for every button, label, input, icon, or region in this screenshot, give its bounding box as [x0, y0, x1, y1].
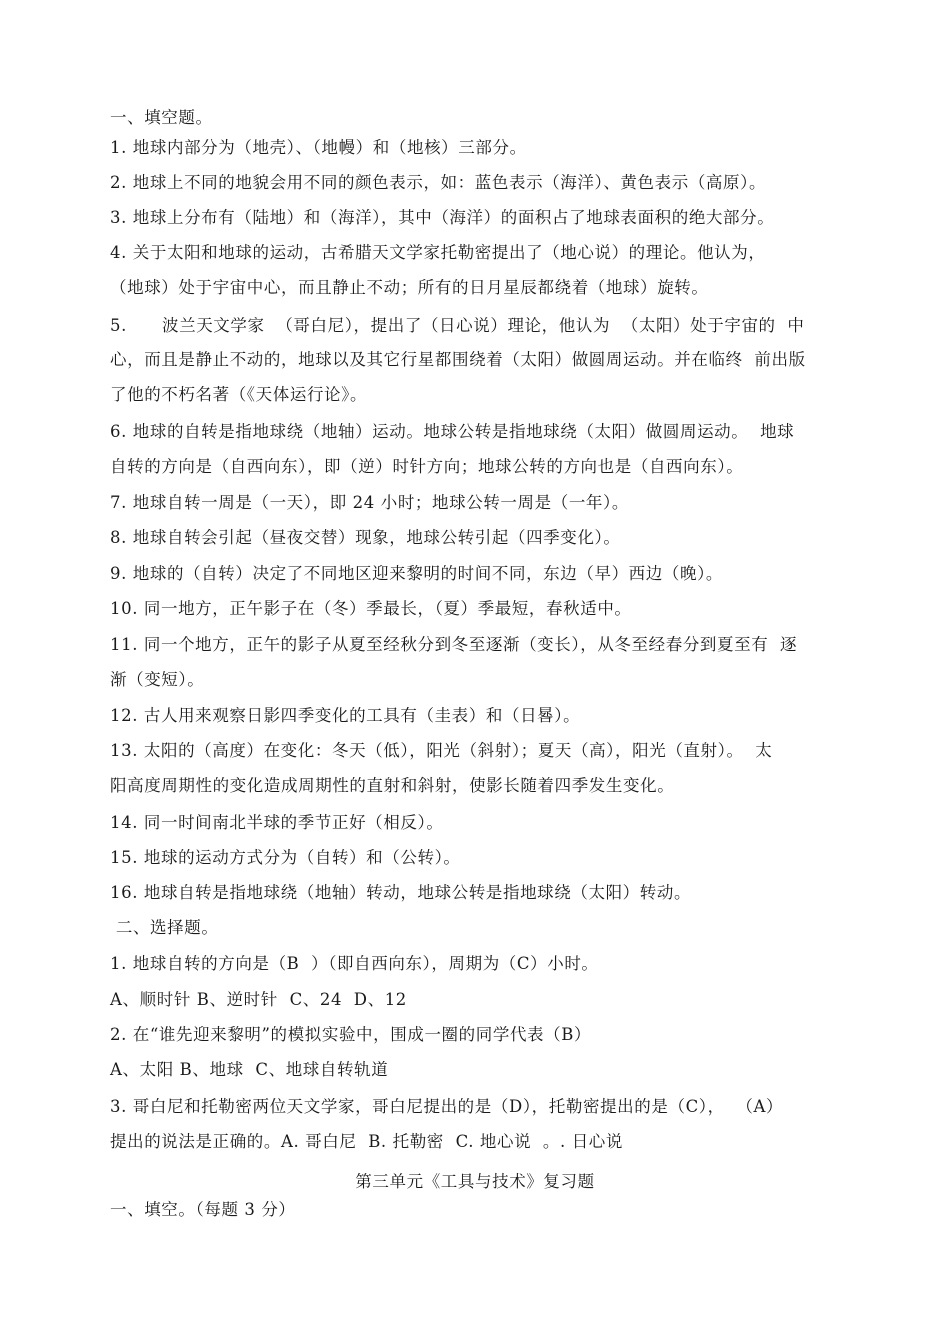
answer-options: A、太阳 B、地球 C、地球自转轨道: [110, 1060, 389, 1079]
question-line: 3. 地球上分布有（陆地）和（海洋），其中（海洋）的面积占了地球表面积的绝大部分。: [110, 208, 775, 227]
question-line: 2. 在“谁先迎来黎明”的模拟实验中，围成一圈的同学代表（B）: [110, 1025, 592, 1044]
question-line: 16. 地球自转是指地球绕（地轴）转动，地球公转是指地球绕（太阳）转动。: [110, 883, 692, 902]
question-line: 10. 同一地方，正午影子在（冬）季最长，（夏）季最短，春秋适中。: [110, 599, 632, 618]
question-line: 7. 地球自转一周是（一天），即 24 小时；地球公转一周是（一年）。: [110, 493, 629, 512]
question-line: 11. 同一个地方，正午的影子从夏至经秋分到冬至逐渐（变长），从冬至经春分到夏至有 逐: [110, 635, 798, 654]
question-line: 6. 地球的自转是指地球绕（地轴）运动。地球公转是指地球绕（太阳）做圆周运动。 地球: [110, 422, 795, 441]
answer-options: A、顺时针 B、逆时针 C、24 D、12: [110, 990, 407, 1009]
question-line: 阳高度周期性的变化造成周期性的直射和斜射，使影长随着四季发生变化。: [110, 776, 675, 795]
unit-title: 第三单元《工具与技术》复习题: [355, 1172, 595, 1191]
question-line: 5. 波兰天文学家 （哥白尼），提出了（日心说）理论，他认为 （太阳）处于宇宙的 中: [110, 316, 805, 335]
section-heading-multiple-choice: 二、选择题。: [110, 918, 219, 937]
question-line: 1. 地球自转的方向是（B ）（即自西向东），周期为（C）小时。: [110, 954, 599, 973]
question-line: 14. 同一时间南北半球的季节正好（相反）。: [110, 813, 444, 832]
question-line: （地球）处于宇宙中心，而且静止不动；所有的日月星辰都绕着（地球）旋转。: [110, 278, 709, 297]
question-line: 2. 地球上不同的地貌会用不同的颜色表示，如：蓝色表示（海洋）、黄色表示（高原）。: [110, 173, 767, 192]
question-line: 心，而且是静止不动的，地球以及其它行星都围绕着（太阳）做圆周运动。并在临终 前出版: [110, 350, 806, 369]
question-line: 了他的不朽名著（《天体运行论》。: [110, 385, 368, 404]
section-heading-fill-in-unit3: 一、填空。（每题 3 分）: [110, 1200, 296, 1219]
question-line: 12. 古人用来观察日影四季变化的工具有（圭表）和（日晷）。: [110, 706, 581, 725]
question-line: 1. 地球内部分为（地壳）、（地幔）和（地核）三部分。: [110, 138, 527, 157]
question-line: 自转的方向是（自西向东），即（逆）时针方向；地球公转的方向也是（自西向东）。: [110, 457, 744, 476]
question-line: 4. 关于太阳和地球的运动，古希腊天文学家托勒密提出了（地心说）的理论。他认为，: [110, 243, 766, 262]
question-line: 13. 太阳的（高度）在变化：冬天（低），阳光（斜射）；夏天（高），阳光（直射）。 太: [110, 741, 773, 760]
section-heading-fill-in: 一、填空题。: [110, 108, 213, 127]
question-line: 3. 哥白尼和托勒密两位天文学家，哥白尼提出的是（D），托勒密提出的是（C）， （A）: [110, 1097, 784, 1116]
question-line: 15. 地球的运动方式分为（自转）和（公转）。: [110, 848, 461, 867]
question-line: 9. 地球的（自转）决定了不同地区迎来黎明的时间不同，东边（早）西边（晚）。: [110, 564, 724, 583]
question-line: 提出的说法是正确的。A. 哥白尼 B. 托勒密 C. 地心说 。. 日心说: [110, 1132, 624, 1151]
question-line: 8. 地球自转会引起（昼夜交替）现象，地球公转引起（四季变化）。: [110, 528, 621, 547]
question-line: 渐（变短）。: [110, 670, 205, 689]
